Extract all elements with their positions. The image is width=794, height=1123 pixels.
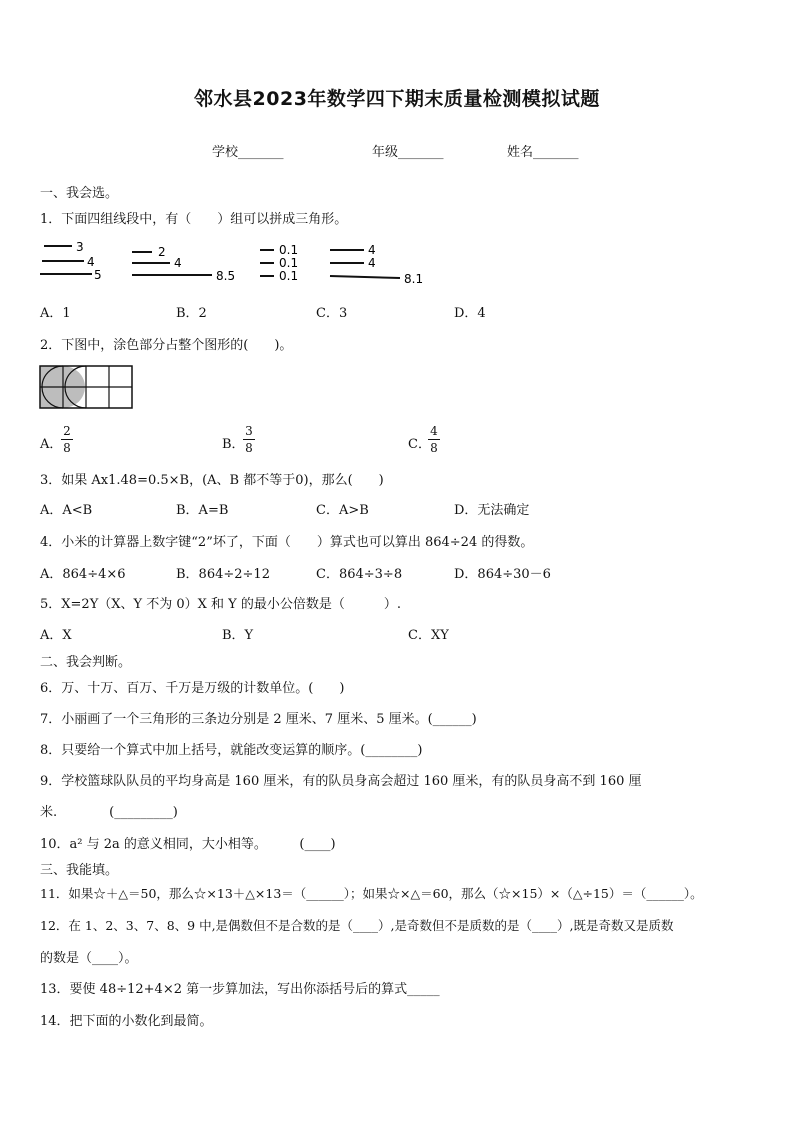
segment-label: 0.1 <box>279 269 299 283</box>
segment-label: 4 <box>368 256 376 270</box>
question-1: 1．下面四组线段中，有（ ）组可以拼成三角形。 <box>40 212 348 227</box>
question-2: 2．下图中，涂色部分占整个图形的( )。 <box>40 338 293 353</box>
segment-label: 5 <box>94 268 102 282</box>
question-11: 11．如果☆＋△＝50，那么☆×13＋△×13＝（______）；如果☆×△＝60，那么（☆×15）×（△÷15）＝（______）。 <box>40 886 703 901</box>
segment-groups-figure <box>38 238 438 290</box>
segment-group-4 <box>330 243 423 286</box>
option-b-label: B． <box>222 437 245 452</box>
option-b: B．864÷2÷12 <box>176 567 270 582</box>
option-a: A．1 <box>40 306 71 321</box>
segment-group-1 <box>40 240 102 282</box>
question-5: 5．X=2Y（X、Y 不为 0）X 和 Y 的最小公倍数是（ ）. <box>40 597 402 612</box>
segment-label: 4 <box>174 256 182 270</box>
option-d: D．无法确定 <box>454 503 530 518</box>
section-heading: 一、我会选。 <box>40 186 119 201</box>
segment-label: 0.1 <box>279 256 299 270</box>
option-c-label: C． <box>408 437 431 452</box>
option-b: B．Y <box>222 628 254 643</box>
question-10: 10．a² 与 2a 的意义相同，大小相等。 (____) <box>40 837 336 852</box>
option-c: C．XY <box>408 628 449 643</box>
section-heading: 三、我能填。 <box>40 863 119 878</box>
option-c: C．864÷3÷8 <box>316 567 403 582</box>
option-a: A．X <box>40 628 72 643</box>
option-c: C．A>B <box>316 503 369 518</box>
option-c: C．3 <box>316 306 348 321</box>
question-13: 13．要使 48÷12+4×2 第一步算加法，写出你添括号后的算式_____ <box>40 982 440 997</box>
segment-label: 8.1 <box>404 272 424 286</box>
segment-label: 4 <box>87 255 95 269</box>
option-d: D．864÷30－6 <box>454 567 551 582</box>
option-d: D．4 <box>454 306 486 321</box>
segment-group-3 <box>260 243 298 283</box>
name-field: 姓名_______ <box>507 145 579 160</box>
option-a: A．864÷4×6 <box>40 567 126 582</box>
option-c-fraction: 4 8 <box>428 424 440 455</box>
question-4: 4．小米的计算器上数字键“2”坏了，下面（ ）算式也可以算出 864÷24 的得数。 <box>40 535 534 550</box>
segment-label: 8.5 <box>216 269 236 283</box>
school-field: 学校_______ <box>212 145 284 160</box>
page-title: 邻水县2023年数学四下期末质量检测模拟试题 <box>194 88 600 110</box>
segment-label: 2 <box>158 245 166 259</box>
question-12-continued: 的数是（____）。 <box>40 951 138 966</box>
option-a-fraction: 2 8 <box>61 424 73 455</box>
segment-label: 0.1 <box>279 243 299 257</box>
question-6: 6．万、十万、百万、千万是万级的计数单位。( ) <box>40 681 345 696</box>
option-a-label: A． <box>40 437 63 452</box>
segment-label: 3 <box>76 240 84 254</box>
question-8: 8．只要给一个算式中加上括号，就能改变运算的顺序。(________) <box>40 743 423 758</box>
question-12: 12．在 1、2、3、7、8、9 中,是偶数但不是合数的是（____）,是奇数但不是质数的是（____）,既是奇数又是质数 <box>40 918 674 933</box>
grade-field: 年级_______ <box>372 145 444 160</box>
question-7: 7．小丽画了一个三角形的三条边分别是 2 厘米、7 厘米、5 厘米。(______) <box>40 712 477 727</box>
option-a: A．A<B <box>40 503 93 518</box>
question-14: 14．把下面的小数化到最简。 <box>40 1014 213 1029</box>
option-b: B．A=B <box>176 503 229 518</box>
segment-label: 4 <box>368 243 376 257</box>
question-3: 3．如果 Ax1.48=0.5×B，(A、B 都不等于0)，那么( ) <box>40 473 384 488</box>
section-heading: 二、我会判断。 <box>40 655 132 670</box>
option-b-fraction: 3 8 <box>243 424 255 455</box>
question-9-continued: 米. (_________) <box>40 805 178 820</box>
segment-group-2 <box>132 245 235 283</box>
shaded-grid-figure <box>38 364 136 412</box>
option-b: B．2 <box>176 306 207 321</box>
question-9: 9．学校篮球队队员的平均身高是 160 厘米，有的队员身高会超过 160 厘米，有的队员身高不到 160 厘 <box>40 774 642 789</box>
